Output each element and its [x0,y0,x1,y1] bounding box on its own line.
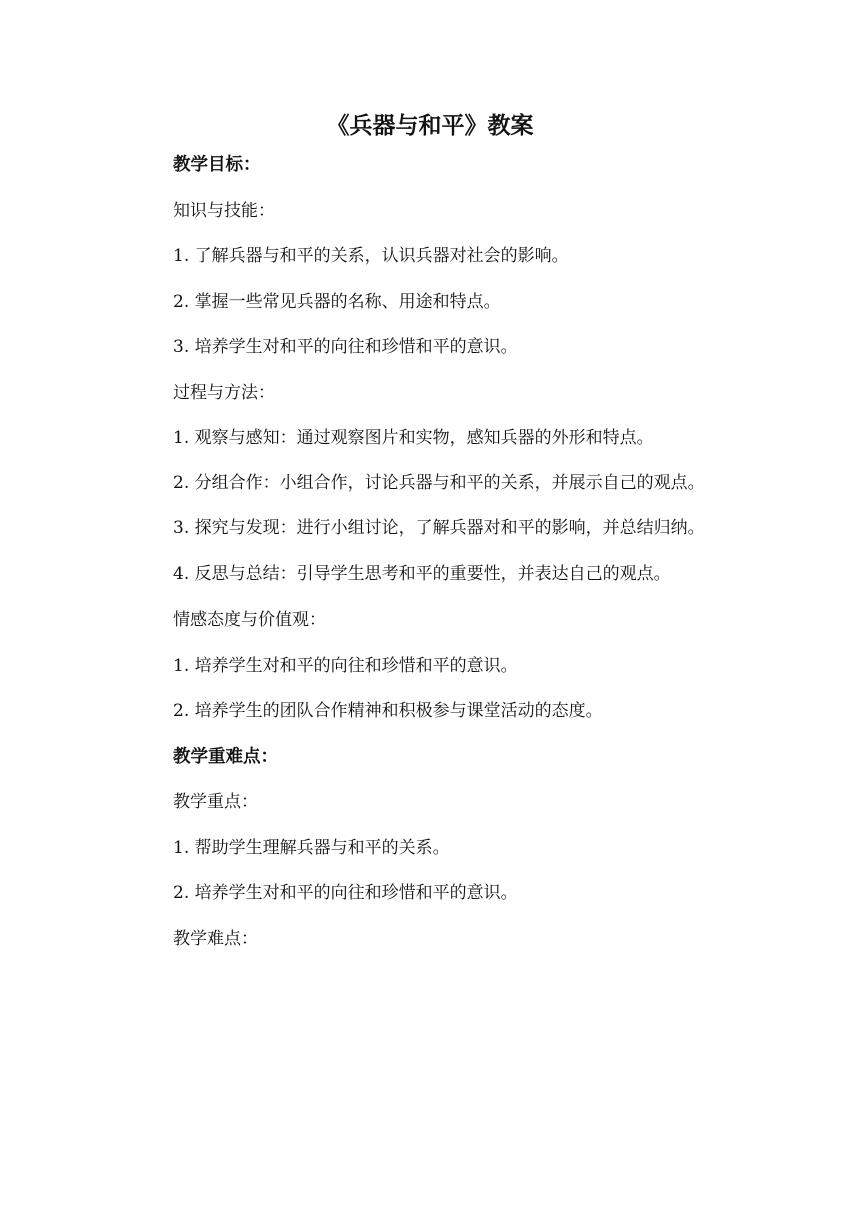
process-item: 4. 反思与总结：引导学生思考和平的重要性，并表达自己的观点。 [173,563,671,584]
process-item: 3. 探究与发现：进行小组讨论，了解兵器对和平的影响，并总结归纳。 [173,518,705,539]
knowledge-item: 3. 培养学生对和平的向往和珍惜和平的意识。 [173,337,518,357]
emotion-label: 情感态度与价值观： [173,610,326,630]
process-label: 过程与方法： [173,382,275,403]
document-body [131,154,731,950]
knowledge-label: 知识与技能： [173,200,275,221]
focus-item: 2. 培养学生对和平的向往和珍惜和平的意识。 [173,883,518,903]
goals-heading: 教学目标： [173,155,261,175]
process-item: 2. 分组合作：小组合作，讨论兵器与和平的关系，并展示自己的观点。 [173,472,705,493]
difficulty-label: 教学难点： [173,928,258,949]
focus-item: 1. 帮助学生理解兵器与和平的关系。 [173,837,450,858]
focus-label: 教学重点： [173,792,258,812]
document-title: 《兵器与和平》教案 [326,113,534,139]
knowledge-item: 1. 了解兵器与和平的关系，认识兵器对社会的影响。 [173,246,569,266]
knowledge-item: 2. 掌握一些常见兵器的名称、用途和特点。 [173,291,501,312]
process-item: 1. 观察与感知：通过观察图片和实物，感知兵器的外形和特点。 [173,428,654,448]
emotion-item: 1. 培养学生对和平的向往和珍惜和平的意识。 [173,655,518,676]
keypoints-heading: 教学重难点： [173,746,278,767]
emotion-item: 2. 培养学生的团队合作精神和积极参与课堂活动的态度。 [173,701,603,721]
